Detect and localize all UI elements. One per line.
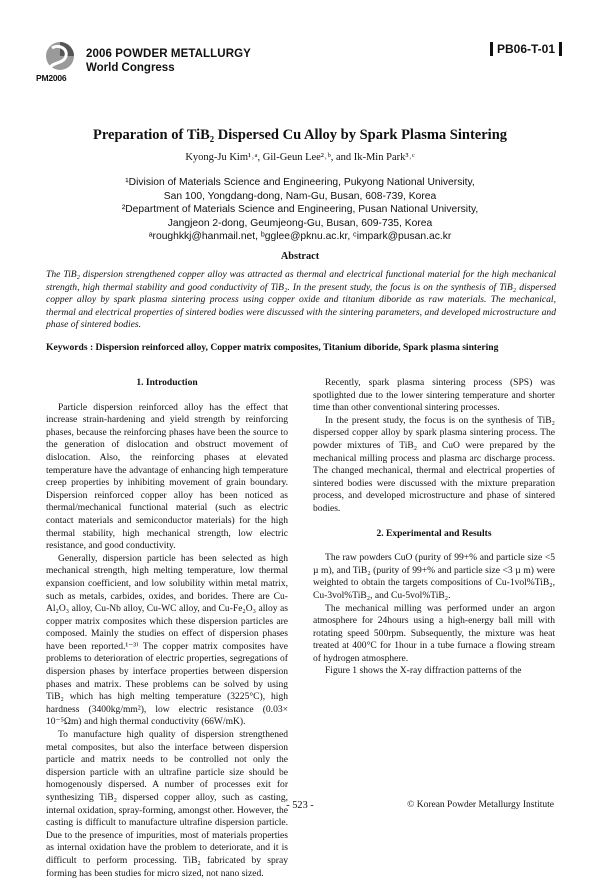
pm2006-logo-icon — [38, 40, 78, 92]
body-paragraph: Figure 1 shows the X-ray diffraction patterns of the — [325, 665, 522, 677]
section-heading-experimental: 2. Experimental and Results — [376, 527, 492, 539]
body-paragraph: In the present study, the focus is on the synthesis of TiB₂ dispersed copper alloy by spark plasma sintering process. The powder mixtures of TiB₂ and CuO were prepared by the mechanical milling process and plasma arc discharge process. The changed mechanical, thermal and electrical properties of sintered bodies were discussed with the mixture preparation process, and developed microstructure and phase of sintered bodies. — [313, 414, 555, 514]
affiliation-line: ¹Division of Materials Science and Engineering, Pukyong National University, — [125, 177, 475, 188]
badge-bar-left — [490, 42, 493, 56]
paper-code-badge — [490, 42, 562, 56]
page-number: - 523 - — [286, 800, 314, 811]
copyright-notice: © Korean Powder Metallurgy Institute — [407, 800, 554, 810]
body-paragraph: Generally, dispersion particle has been selected as high mechanical strength, high melting temperature, low thermal expansion coefficient, and low solubility within metal matrix, such as metals, carbides, oxides, and borides. There are Cu-Al₂O₃ alloy, Cu-Nb alloy, Cu-WC alloy, and Cu-Fe₂O₃ alloy as copper matrix composites which these dispersion particles are composed. Mainly the studies on effect of dispersion phases have been reported.¹⁻³⁾ The copper matrix composites have problems to deterioration of electric properties, segregations of dispersion phases by interface properties between dispersion phases and matrix. These problems can be solved by using TiB₂ which has high melting temperature (3225°C), high hardness (3400kg/mm²), low electric resistance (0.03× 10⁻⁵Ωm) and high thermal conductivity (66W/mK). — [46, 552, 288, 728]
keywords: Keywords : Dispersion reinforced alloy, Copper matrix composites, Titanium diboride, Spark plasma sintering — [46, 342, 499, 353]
abstract-heading: Abstract — [280, 251, 320, 262]
paper-title: Preparation of TiB₂ Dispersed Cu Alloy by Spark Plasma Sintering — [92, 127, 508, 143]
affiliation-line: San 100, Yongdang-dong, Nam-Gu, Busan, 608-739, Korea — [163, 190, 437, 202]
body-paragraph: The mechanical milling was performed under an argon atmosphere for 24hours using a high-energy ball mill with rotating speed 500rpm. Subsequently, the mixture was heat treated at 400°C for 1hour in a tube furnace a flowing stream of hydrogen atmosphere. — [313, 602, 555, 664]
body-paragraph: Recently, spark plasma sintering process (SPS) was spotlighted due to the lower sintering temperature and shorter time than other conventional sintering processes. — [313, 377, 555, 414]
badge-bar-right — [559, 42, 562, 56]
spacer — [313, 516, 555, 528]
affiliation-line: Jangjeon 2-dong, Geumjeong-Gu, Busan, 609-735, Korea — [167, 217, 433, 229]
email-line: ᵃroughkkj@hanmail.net, ᵇgglee@pknu.ac.kr, ᶜimpark@pusan.ac.kr — [148, 231, 452, 243]
section-heading-introduction: 1. Introduction — [136, 377, 198, 388]
body-paragraph: Particle dispersion reinforced alloy has the effect that increase strain-hardening and yield strength by reinforcing phases, because the reinforcing phases have been the source to the generation of dislocation and obstruct movement of dislocation. Also, the reinforcing phases at elevated temperature have the advantage of enhancing high temperature creep properties by inhibiting movement of grain boundary. Dispersion reinforced copper alloy has been noticed as thermal/mechanical functional material (such as electric contact materials and semiconductor materials) for the high thermal stability, high mechanical strength, low electric resistance, and good conductivity. — [46, 401, 288, 552]
abstract-text: The TiB₂ dispersion strengthened copper alloy was attracted as thermal and electrical functional material for the high mechanical strength, high thermal stability and good conductivity of TiB₂. In the present study, the focus is on the synthesis of TiB₂ dispersed copper alloy by spark plasma sintering process using copper oxide and titanium diboride as raw materials. The mechanical, thermal and electrical properties of sintered bodies were discussed with the sintering parameters, and developed microstructure and phase of sintered bodies. — [46, 269, 556, 331]
logo-text: PM2006 — [36, 73, 67, 83]
body-paragraph: To manufacture high quality of dispersion strengthened metal composites, but also the interface between dispersion particle and matrix needs to be controlled not only the dispersion particle with an ultrafine particle size should be homogenously dispersed. A number of processes exit for synthesizing TiB₂ dispersed copper alloy, such as casting, internal oxidation, spray-forming, amongst other. However, the casting is difficult to manufacture ultrafine dispersion particle. Due to the presence of impurities, most of materials properties as internal oxidation have the problem to deteriorate, and it is difficult to perform processing. TiB₂ fabricated by spray forming has been studies for micro sized, not nano sized. — [46, 729, 288, 879]
conference-subtitle: World Congress — [86, 62, 175, 74]
conference-name: 2006 POWDER METALLURGY — [86, 48, 251, 60]
body-paragraph: The raw powders CuO (purity of 99+% and particle size <5 µ m), and TiB₂ (purity of 99+% and particle size <3 µ m) were weighted to obtain the targets compositions of Cu-1vol%TiB₂, Cu-3vol%TiB₂, and Cu-5vol%TiB₂. — [313, 552, 555, 601]
affiliation-line: ²Department of Materials Science and Engineering, Pusan National University, — [121, 204, 479, 216]
affiliations — [0, 176, 600, 244]
right-column — [313, 377, 555, 678]
paper-code: PB06-T-01 — [496, 42, 555, 56]
author-list: Kyong-Ju Kim¹˒ᵃ, Gil-Geun Lee²˒ᵇ, and Ik-Min Park³˒ᶜ — [185, 152, 415, 163]
